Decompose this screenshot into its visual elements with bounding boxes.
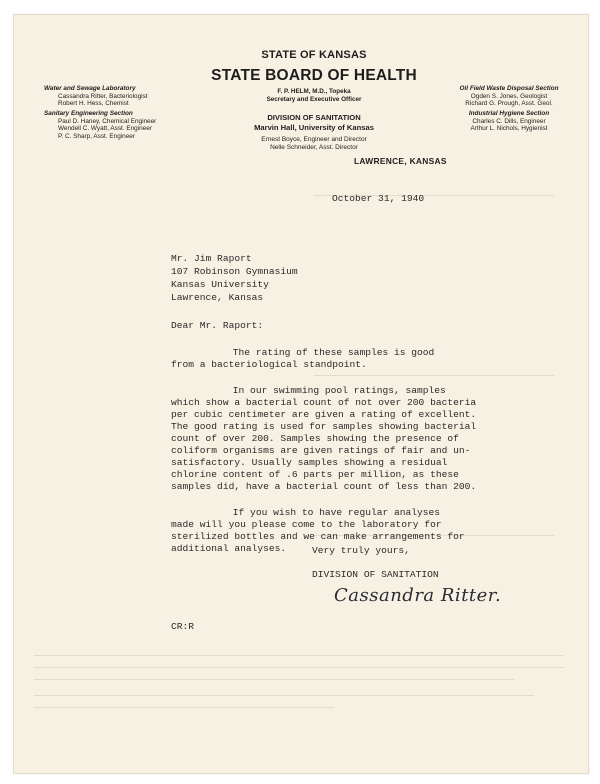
section-sanitary-engineering [44, 110, 156, 140]
letterhead-officer-name: F. P. HELM, M.D., Topeka [277, 88, 351, 95]
section-water-sewage [44, 85, 148, 108]
paragraph-line: which show a bacterial count of not over 200 bacteria [171, 397, 477, 408]
letterhead-board: STATE BOARD OF HEALTH [211, 67, 417, 84]
bleed-through-rule [34, 667, 564, 668]
paragraph-line: satisfactory. Usually samples showing a residual [171, 457, 448, 468]
staff-member: Richard G. Prough, Asst. Geol. [465, 100, 553, 108]
recipient-line: 107 Robinson Gymnasium [171, 266, 298, 277]
staff-member: Arthur L. Nichols, Hygienist [470, 125, 548, 133]
signature-block: DIVISION OF SANITATION [312, 569, 439, 580]
letterhead-city: LAWRENCE, KANSAS [354, 156, 447, 166]
section-heading: Sanitary Engineering Section [44, 110, 133, 117]
paragraph-line: from a bacteriological standpoint. [171, 359, 367, 370]
bleed-through-rule [34, 707, 334, 708]
letterhead-director: Ernest Boyce, Engineer and Director [261, 136, 367, 143]
typist-initials: CR:R [171, 621, 195, 632]
staff-member: Robert H. Hess, Chemist [58, 100, 129, 108]
letterhead-officer-title: Secretary and Executive Officer [266, 96, 362, 103]
paragraph-line: sterilized bottles and we can make arrangements for [171, 531, 465, 542]
letterhead-asst-director: Nelle Schneider, Asst. Director [270, 144, 358, 151]
staff-member: Wendell C. Wyatt, Asst. Engineer [58, 125, 152, 133]
bleed-through-rule [314, 375, 554, 376]
paragraph-line: The rating of these samples is good [204, 347, 435, 358]
recipient-line: Kansas University [171, 279, 269, 290]
paragraph-line: per cubic centimeter are given a rating of excellent. [171, 409, 477, 420]
section-heading: Industrial Hygiene Section [468, 110, 550, 117]
handwritten-signature: Cassandra Ritter. [334, 585, 502, 606]
closing: Very truly yours, [312, 545, 410, 556]
bleed-through-rule [34, 679, 514, 680]
staff-member: Ogden S. Jones, Geologist [470, 92, 548, 100]
recipient-line: Lawrence, Kansas [171, 292, 264, 303]
letterhead-location: Marvin Hall, University of Kansas [254, 123, 374, 132]
paragraph-line: chlorine content of .6 parts per million, as these [171, 469, 459, 480]
bleed-through-rule [34, 695, 534, 696]
section-industrial-hygiene [444, 110, 574, 133]
section-heading: Water and Sewage Laboratory [44, 85, 136, 92]
staff-member: P. C. Sharp, Asst. Engineer [58, 132, 135, 140]
paragraph-line: The good rating is used for samples showing bacterial [171, 421, 477, 432]
section-heading: Oil Field Waste Disposal Section [459, 85, 559, 92]
salutation: Dear Mr. Raport: [171, 320, 264, 331]
paragraph-line: coliform organisms are given ratings of fair and un- [171, 445, 471, 456]
bleed-through-rule [34, 655, 564, 656]
paragraph-line: additional analyses. [171, 543, 287, 554]
paragraph-line: samples did, have a bacterial count of less than 200. [171, 481, 477, 492]
letter-date: October 31, 1940 [332, 193, 425, 204]
paragraph-line: In our swimming pool ratings, samples [204, 385, 446, 396]
paragraph-line: count of over 200. Samples showing the presence of [171, 433, 459, 444]
staff-member: Paul D. Haney, Chemical Engineer [58, 117, 157, 125]
paragraph-line: If you wish to have regular analyses [204, 507, 441, 518]
paragraph-line: made will you please come to the laboratory for [171, 519, 442, 530]
staff-member: Charles C. Dills, Engineer [472, 117, 546, 125]
letter-page [13, 14, 589, 774]
recipient-line: Mr. Jim Raport [171, 253, 252, 264]
staff-member: Cassandra Ritter, Bacteriologist [58, 92, 148, 100]
section-oil-field [444, 85, 574, 108]
letterhead-division: DIVISION OF SANITATION [267, 113, 361, 122]
letterhead-state: STATE OF KANSAS [261, 49, 367, 61]
